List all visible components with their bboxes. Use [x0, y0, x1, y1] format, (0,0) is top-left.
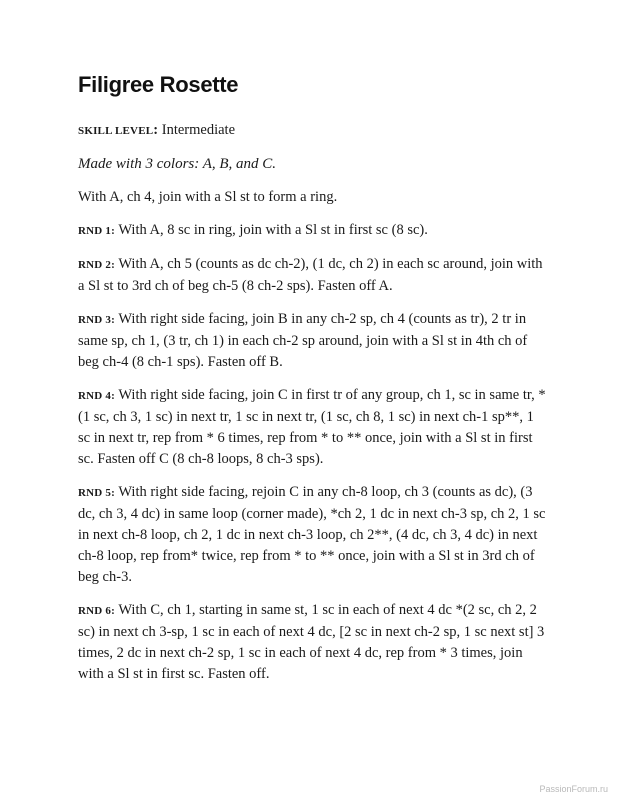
page-title: Filigree Rosette	[78, 72, 239, 97]
round-text: With right side facing, join B in any ch-2 sp, ch 4 (counts as tr), 2 tr in same sp, ch 1, (3 tr, ch 1) in each ch-2 sp around, join with a Sl st in 4th ch of beg ch-4 (8 ch-1 sps). Fasten off B.	[78, 311, 528, 370]
round-label: RND 3:	[78, 314, 115, 326]
skill-level	[78, 120, 548, 142]
round-2	[78, 254, 548, 297]
skill-level-colon: :	[153, 122, 159, 138]
round-label: RND 2:	[78, 259, 115, 271]
round-label: RND 6:	[78, 605, 115, 617]
round-6	[78, 600, 548, 685]
round-4	[78, 385, 548, 470]
round-text: With A, ch 5 (counts as dc ch-2), (1 dc, ch 2) in each sc around, join with a Sl st to 3rd ch of beg ch-5 (8 ch-2 sps). Fasten off A.	[78, 256, 543, 294]
round-label: RND 4:	[78, 390, 115, 402]
start-instruction: With A, ch 4, join with a Sl st to form a ring.	[78, 189, 338, 205]
site-watermark: PassionForum.ru	[539, 784, 608, 794]
round-1	[78, 220, 548, 242]
skill-level-value: Intermediate	[158, 122, 235, 138]
round-label: RND 5:	[78, 487, 115, 499]
round-text: With right side facing, join C in first tr of any group, ch 1, sc in same tr, *(1 sc, ch 3, 1 sc) in next tr, 1 sc in next tr, (1 sc, ch 8, 1 sc) in next ch-1 sp**, 1 sc in next tr, rep from * 6 times, rep from * to ** once, join with a Sl st in first sc. Fasten off C (8 ch-8 loops, 8 ch-3 sps).	[78, 387, 546, 467]
round-text: With right side facing, rejoin C in any ch-8 loop, ch 3 (counts as dc), (3 dc, ch 3, 4 dc) in same loop (corner made), *ch 2, 1 dc in next ch-3 sp, ch 2, 1 sc in next ch-8 loop, ch 2, 1 dc in next ch-3 loop, ch 2**, (4 dc, ch 3, 4 dc) in next ch-8 loop, rep from* twice, rep from * to ** once, join with a Sl st in 3rd ch of beg ch-3.	[78, 484, 546, 585]
skill-level-label: SKILL LEVEL	[78, 125, 154, 137]
pattern-page	[78, 72, 548, 697]
round-text: With C, ch 1, starting in same st, 1 sc in each of next 4 dc *(2 sc, ch 2, 2 sc) in next ch 3-sp, 1 sc in each of next 4 dc, [2 sc in next ch-2 sp, 1 sc next st] 3 times, 2 dc in next ch-2 sp, 1 sc in each of next 4 dc, rep from * 3 times, join with a Sl st in first sc. Fasten off.	[78, 602, 545, 682]
colors-note: Made with 3 colors: A, B, and C.	[78, 156, 277, 172]
round-5	[78, 482, 548, 588]
round-text: With A, 8 sc in ring, join with a Sl st in first sc (8 sc).	[114, 222, 428, 238]
round-label: RND 1:	[78, 225, 115, 237]
round-3	[78, 309, 548, 373]
